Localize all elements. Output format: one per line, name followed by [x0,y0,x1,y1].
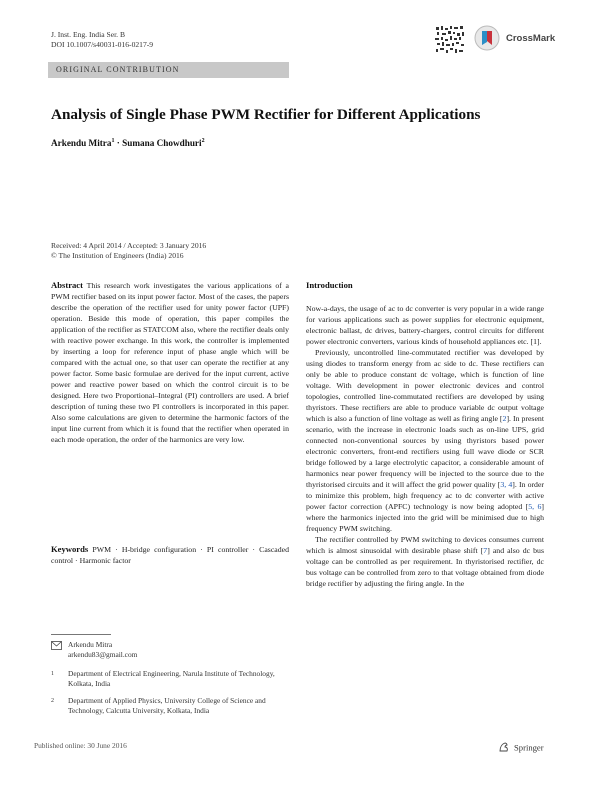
email-icon [51,641,62,650]
citation-link[interactable]: 3, 4 [500,480,513,489]
affiliation-1-number: 1 [51,671,54,677]
crossmark-badge[interactable] [474,25,555,51]
affiliation-2: Department of Applied Physics, University College of Science and Technology, Calcutta University, Kolkata, India [68,696,266,715]
affiliation-2-number: 2 [51,698,54,704]
introduction-heading: Introduction [306,280,353,290]
crossmark-label: CrossMark [506,32,556,44]
springer-logo [498,738,544,756]
author-1[interactable]: Arkendu Mitra [51,138,112,149]
intro-paragraph-1: Now-a-days, the usage of ac to dc converter is very popular in a wide range for various applications such as power supplies for electronic equipment, electronic ballast, dc drives, battery-chargers, control circuits for different power electronic converters, various kinds of household appliances etc. [1]. [306,304,544,346]
citation-link[interactable]: 5, 6 [528,502,542,511]
keywords-block [51,544,289,566]
author-2-affil: 2 [201,138,205,144]
abstract-block [51,280,289,445]
abstract-label: Abstract [51,280,83,290]
keywords-label: Keywords [51,544,89,554]
citation-link[interactable]: 2 [502,414,507,423]
doi: DOI 10.1007/s40031-016-0217-9 [51,40,154,49]
paper-title: Analysis of Single Phase PWM Rectifier for Different Applications [51,106,481,123]
author-2[interactable]: Sumana Chowdhuri [122,138,202,149]
keywords-text: PWM · H-bridge configuration · PI controller · Cascaded control · Harmonic factor [51,545,289,565]
qr-code-icon [434,24,466,56]
intro-paragraph-3: The rectifier controlled by PWM switching to devices consumes current which is almost sinusoidal with desirable phase shift [7] and also dc bus voltage can be controlled as per requirement. In thyristorised rectifier, dc bus voltage can be controlled from zero to that voltage obtained from diode bridge rectifier by adjusting the firing angle. In the [306,535,544,588]
journal-name: J. Inst. Eng. India Ser. B [51,30,126,39]
crossmark-icon [474,25,500,51]
intro-paragraph-2: Previously, uncontrolled line-commutated rectifier was developed by using diodes to transform energy from ac side to dc. These rectifiers can only be able to produce constant dc voltage, which is function of line voltage. With development in power electronic devices and control topologies, controlled line-commutated rectifiers are developed by using thyristors. These rectifiers are able to produce variable dc output voltage which is also a function of line voltage as well as firing angle [2]. In present scenario, with the increase in electronic loads such as on-line UPS, grid connected non-conventional sources by using thyristors based power electronic converters, front-end rectifiers using full wave diode or SCR bridge followed by a large electrolytic capacitor, a considerable amount of harmonics near power frequency will be injected to the source due to the thyristorised circuits and it will affect the grid power quality [3, 4]. In order to minimize this problem, high frequency ac to dc converter with active power factor correction (APFC) technology is now being adopted [5, 6] where the harmonics injected into the grid will be minimised due to high frequency PWM switching. [306,348,545,533]
citation-link[interactable]: 7 [483,546,488,555]
received-accepted: Received: 4 April 2014 / Accepted: 3 January 2016 [51,241,207,250]
footnote-divider [51,634,111,635]
affiliation-1: Department of Electrical Engineering, Narula Institute of Technology, Kolkata, India [68,669,275,688]
copyright: © The Institution of Engineers (India) 2016 [51,251,184,260]
article-dates [51,241,206,261]
introduction-section [306,280,544,589]
springer-label: Springer [514,742,544,753]
contact-name: Arkendu Mitra [68,640,113,649]
published-online: Published online: 30 June 2016 [34,741,127,750]
section-label: ORIGINAL CONTRIBUTION [56,65,180,74]
author-separator: · [116,138,120,149]
contact-email[interactable]: arkendu83@gmail.com [68,650,138,659]
abstract-text: This research work investigates the various applications of a PWM rectifier based on its input power factor. Most of the cases, the papers describe the operation of the rectifier used for unity power factor (UPF) operation. Beside this mode of operation, this paper compiles the application of the rectifier as STATCOM also, where the rectifier deals only with reactive power exchange. In this work, the controller is implemented by inserting a loop for reference input of phase angle which will be compared with the actual one, so that user can operate the rectifier at any power factor. Some basic formulae are derived for the input current, active power and reactive power based on which the control circuit is to be designed. Here two Proportional–Integral (PI) controllers are used. A brief description of tuning these two PI controllers is incorporated in this paper. Also some calculations are given to determine the harmonic factors of the input line current from which it is found that the rectifier when operated in each mode operation, the order of the harmonics are very low. [51,281,289,444]
author-1-affil: 1 [111,138,115,144]
section-band [48,62,289,78]
footnotes [51,640,289,716]
springer-horse-icon [498,741,510,753]
journal-header [51,30,153,50]
author-list [51,138,205,148]
